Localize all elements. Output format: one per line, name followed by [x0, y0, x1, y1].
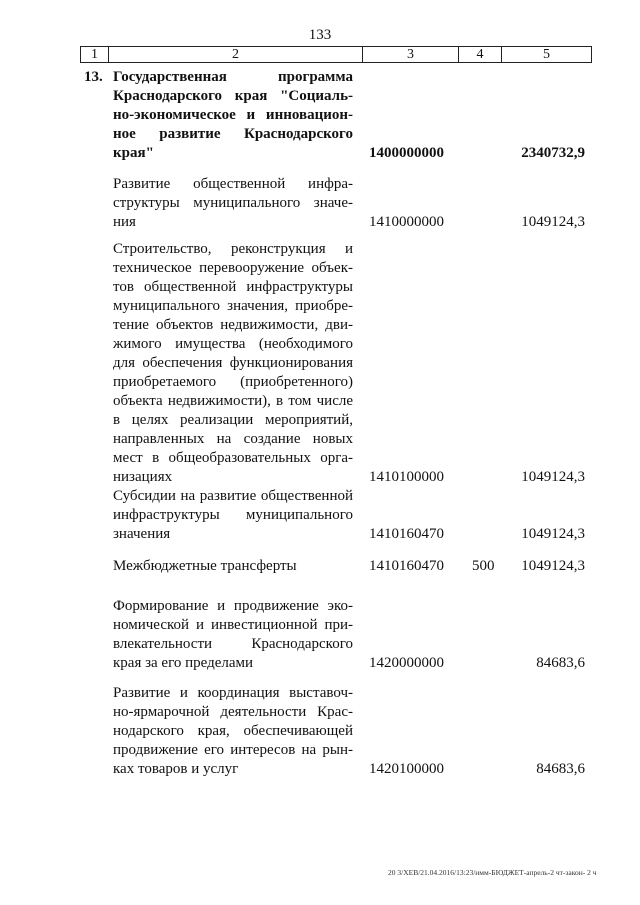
description-line: Субсидии на развитие общественной: [113, 488, 353, 504]
description-line: края": [113, 145, 154, 161]
row-description: [113, 240, 353, 487]
description-line: инфраструктуры муниципального: [113, 507, 353, 523]
amount: 1049124,3: [521, 214, 585, 230]
amount: 1049124,3: [521, 469, 585, 485]
description-line: жимого имущества (необходимого: [113, 336, 353, 352]
amount: 1049124,3: [521, 526, 585, 542]
target-article-code: 1410100000: [369, 469, 444, 485]
description-line: муниципального значения, приобре-: [113, 298, 353, 314]
description-line: ния: [113, 214, 136, 230]
amount: 1049124,3: [521, 558, 585, 574]
description-line: направленных на создание новых: [113, 431, 353, 447]
amount: 84683,6: [536, 655, 585, 671]
page-number: 133: [308, 27, 332, 43]
document-footer: 20 3/ХЕВ/21.04.2016/13:23/имм-БЮДЖЕТ-апрель-2 чт-закон- 2 ч: [388, 868, 597, 877]
expense-type-code: 500: [472, 558, 495, 574]
description-line: Развитие общественной инфра-: [113, 176, 353, 192]
description-line: края за его пределами: [113, 655, 254, 671]
description-line: структуры муниципального значе-: [113, 195, 353, 211]
description-line: для обеспечения функционирования: [113, 355, 353, 371]
description-line: техническое перевооружение объек-: [113, 260, 353, 276]
description-line: продвижение его интересов на рын-: [113, 742, 353, 758]
amount: 2340732,9: [521, 145, 585, 161]
row-description: [113, 487, 353, 544]
header-col-5: 5: [501, 47, 591, 62]
description-line: влекательности Краснодарского: [113, 636, 353, 652]
description-line: но-экономическое и инновацион-: [113, 107, 353, 123]
description-line: Строительство, реконструкция и: [113, 241, 353, 257]
description-line: объекта недвижимости), в том числе: [113, 393, 353, 409]
target-article-code: 1410160470: [369, 526, 444, 542]
description-line: нодарского края, обеспечивающей: [113, 723, 353, 739]
header-col-1: 1: [91, 47, 98, 62]
row-description: [113, 175, 353, 232]
description-line: Развитие и координация выставоч-: [113, 685, 353, 701]
row-description: [113, 597, 353, 673]
target-article-code: 1410160470: [369, 558, 444, 574]
table-header: [80, 46, 592, 63]
description-line: Государственная программа: [113, 69, 353, 85]
description-line: мест в общеобразовательных орга-: [113, 450, 353, 466]
description-line: тение объектов недвижимости, дви-: [113, 317, 353, 333]
header-col-3: 3: [362, 47, 458, 62]
row-number: 13.: [84, 69, 103, 85]
header-col-4: 4: [458, 47, 501, 62]
description-line: Краснодарского края "Социаль-: [113, 88, 353, 104]
description-line: ках товаров и услуг: [113, 761, 239, 777]
amount: 84683,6: [536, 761, 585, 777]
description-line: но-ярмарочной деятельности Крас-: [113, 704, 353, 720]
target-article-code: 1410000000: [369, 214, 444, 230]
description-line: значения: [113, 526, 171, 542]
description-line: в целях реализации мероприятий,: [113, 412, 353, 428]
description-line: ное развитие Краснодарского: [113, 126, 353, 142]
description-line: Формирование и продвижение эко-: [113, 598, 353, 614]
row-description: [113, 557, 353, 576]
header-col-2: 2: [108, 47, 362, 62]
row-description: [113, 684, 353, 779]
description-line: Межбюджетные трансферты: [113, 558, 297, 574]
description-line: тов общественной инфраструктуры: [113, 279, 353, 295]
target-article-code: 1420100000: [369, 761, 444, 777]
row-description: [113, 68, 353, 163]
target-article-code: 1420000000: [369, 655, 444, 671]
description-line: низациях: [113, 469, 173, 485]
target-article-code: 1400000000: [369, 145, 444, 161]
description-line: номической и инвестиционной при-: [113, 617, 353, 633]
description-line: приобретаемого (приобретенного): [113, 374, 353, 390]
